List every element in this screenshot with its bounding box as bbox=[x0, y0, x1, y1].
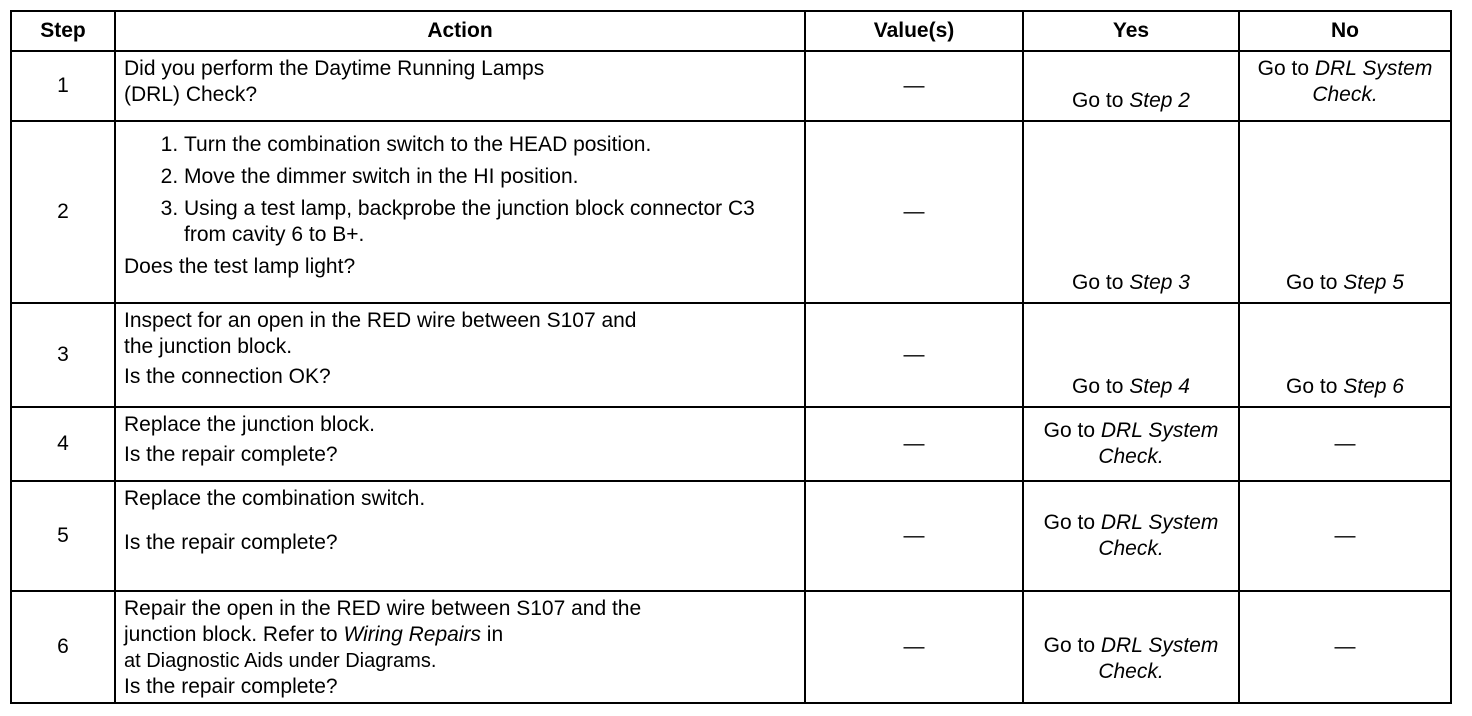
value-cell bbox=[805, 303, 1023, 407]
no-cell bbox=[1239, 481, 1451, 591]
value-cell bbox=[805, 51, 1023, 121]
action-text: in bbox=[480, 623, 504, 646]
value-cell bbox=[805, 591, 1023, 703]
no-prefix: Go to bbox=[1286, 271, 1344, 294]
step-number: 1 bbox=[11, 51, 115, 121]
diagnostic-table bbox=[10, 10, 1452, 704]
value-dash: — bbox=[903, 635, 925, 658]
no-step-link[interactable]: Step 5 bbox=[1343, 271, 1404, 294]
yes-prefix: Go to bbox=[1043, 419, 1101, 442]
spacer bbox=[124, 512, 796, 526]
action-question: Is the repair complete? bbox=[124, 443, 338, 466]
yes-prefix: Go to bbox=[1072, 89, 1130, 112]
yes-prefix: Go to bbox=[1072, 375, 1130, 398]
no-prefix: Go to bbox=[1286, 375, 1344, 398]
no-cell bbox=[1239, 51, 1451, 121]
action-cell bbox=[115, 303, 805, 407]
table-row bbox=[11, 121, 1451, 303]
no-drl-system-check-link[interactable]: DRL System Check. bbox=[1312, 57, 1433, 106]
action-cell bbox=[115, 481, 805, 591]
header-values: Value(s) bbox=[805, 11, 1023, 51]
diagnostic-table-container bbox=[10, 10, 1450, 704]
value-dash: — bbox=[903, 200, 925, 223]
table-header-row bbox=[11, 11, 1451, 51]
value-dash: — bbox=[903, 524, 925, 547]
no-dash: — bbox=[1334, 635, 1356, 658]
value-cell bbox=[805, 481, 1023, 591]
step-number: 3 bbox=[11, 303, 115, 407]
action-question: Does the test lamp light? bbox=[124, 255, 356, 278]
yes-drl-system-check-link[interactable]: DRL System Check. bbox=[1098, 634, 1219, 683]
action-step: 3. Using a test lamp, backprobe the junction block connector C3 from cavity 6 to B+. bbox=[184, 196, 796, 248]
action-steps-list bbox=[124, 132, 796, 248]
action-text: junction block. Refer to bbox=[124, 623, 344, 646]
step-number: 2 bbox=[11, 121, 115, 303]
action-cell bbox=[115, 591, 805, 703]
no-prefix: Go to bbox=[1257, 57, 1315, 80]
yes-cell bbox=[1023, 591, 1239, 703]
header-step: Step bbox=[11, 11, 115, 51]
table-row bbox=[11, 591, 1451, 703]
step-number: 6 bbox=[11, 591, 115, 703]
yes-cell bbox=[1023, 407, 1239, 481]
action-step: 1. Turn the combination switch to the HEAD position. bbox=[184, 132, 796, 158]
action-line: at Diagnostic Aids under Diagrams. bbox=[124, 650, 437, 672]
action-cell bbox=[115, 121, 805, 303]
step-number: 5 bbox=[11, 481, 115, 591]
header-yes: Yes bbox=[1023, 11, 1239, 51]
wiring-repairs-link[interactable]: Wiring Repairs bbox=[343, 623, 481, 646]
yes-drl-system-check-link[interactable]: DRL System Check. bbox=[1098, 511, 1219, 560]
yes-cell bbox=[1023, 121, 1239, 303]
table-row bbox=[11, 303, 1451, 407]
action-line bbox=[124, 622, 796, 648]
action-line: Replace the combination switch. bbox=[124, 487, 426, 510]
action-question: Is the connection OK? bbox=[124, 365, 331, 388]
no-step-link[interactable]: Step 6 bbox=[1343, 375, 1404, 398]
no-dash: — bbox=[1334, 524, 1356, 547]
yes-cell bbox=[1023, 481, 1239, 591]
action-line: Did you perform the Daytime Running Lamps bbox=[124, 57, 545, 80]
yes-step-link[interactable]: Step 3 bbox=[1129, 271, 1190, 294]
header-action: Action bbox=[115, 11, 805, 51]
no-cell bbox=[1239, 591, 1451, 703]
action-step: 2. Move the dimmer switch in the HI position. bbox=[184, 164, 796, 190]
action-line: (DRL) Check? bbox=[124, 83, 258, 106]
action-line: the junction block. bbox=[124, 335, 293, 358]
table-row bbox=[11, 51, 1451, 121]
table-row bbox=[11, 481, 1451, 591]
value-cell bbox=[805, 407, 1023, 481]
yes-prefix: Go to bbox=[1072, 271, 1130, 294]
action-line: Repair the open in the RED wire between S107 and the bbox=[124, 597, 642, 620]
table-row bbox=[11, 407, 1451, 481]
action-line: Replace the junction block. bbox=[124, 413, 375, 436]
yes-prefix: Go to bbox=[1043, 634, 1101, 657]
action-line: Inspect for an open in the RED wire between S107 and bbox=[124, 309, 637, 332]
yes-prefix: Go to bbox=[1043, 511, 1101, 534]
action-question: Is the repair complete? bbox=[124, 675, 338, 698]
no-cell bbox=[1239, 303, 1451, 407]
yes-cell bbox=[1023, 51, 1239, 121]
value-dash: — bbox=[903, 74, 925, 97]
action-cell bbox=[115, 407, 805, 481]
no-cell bbox=[1239, 121, 1451, 303]
yes-step-link[interactable]: Step 4 bbox=[1129, 375, 1190, 398]
header-no: No bbox=[1239, 11, 1451, 51]
yes-cell bbox=[1023, 303, 1239, 407]
no-dash: — bbox=[1334, 432, 1356, 455]
value-dash: — bbox=[903, 432, 925, 455]
action-question: Is the repair complete? bbox=[124, 531, 338, 554]
no-cell bbox=[1239, 407, 1451, 481]
value-cell bbox=[805, 121, 1023, 303]
yes-step-link[interactable]: Step 2 bbox=[1129, 89, 1190, 112]
action-cell bbox=[115, 51, 805, 121]
step-number: 4 bbox=[11, 407, 115, 481]
value-dash: — bbox=[903, 343, 925, 366]
yes-drl-system-check-link[interactable]: DRL System Check. bbox=[1098, 419, 1219, 468]
